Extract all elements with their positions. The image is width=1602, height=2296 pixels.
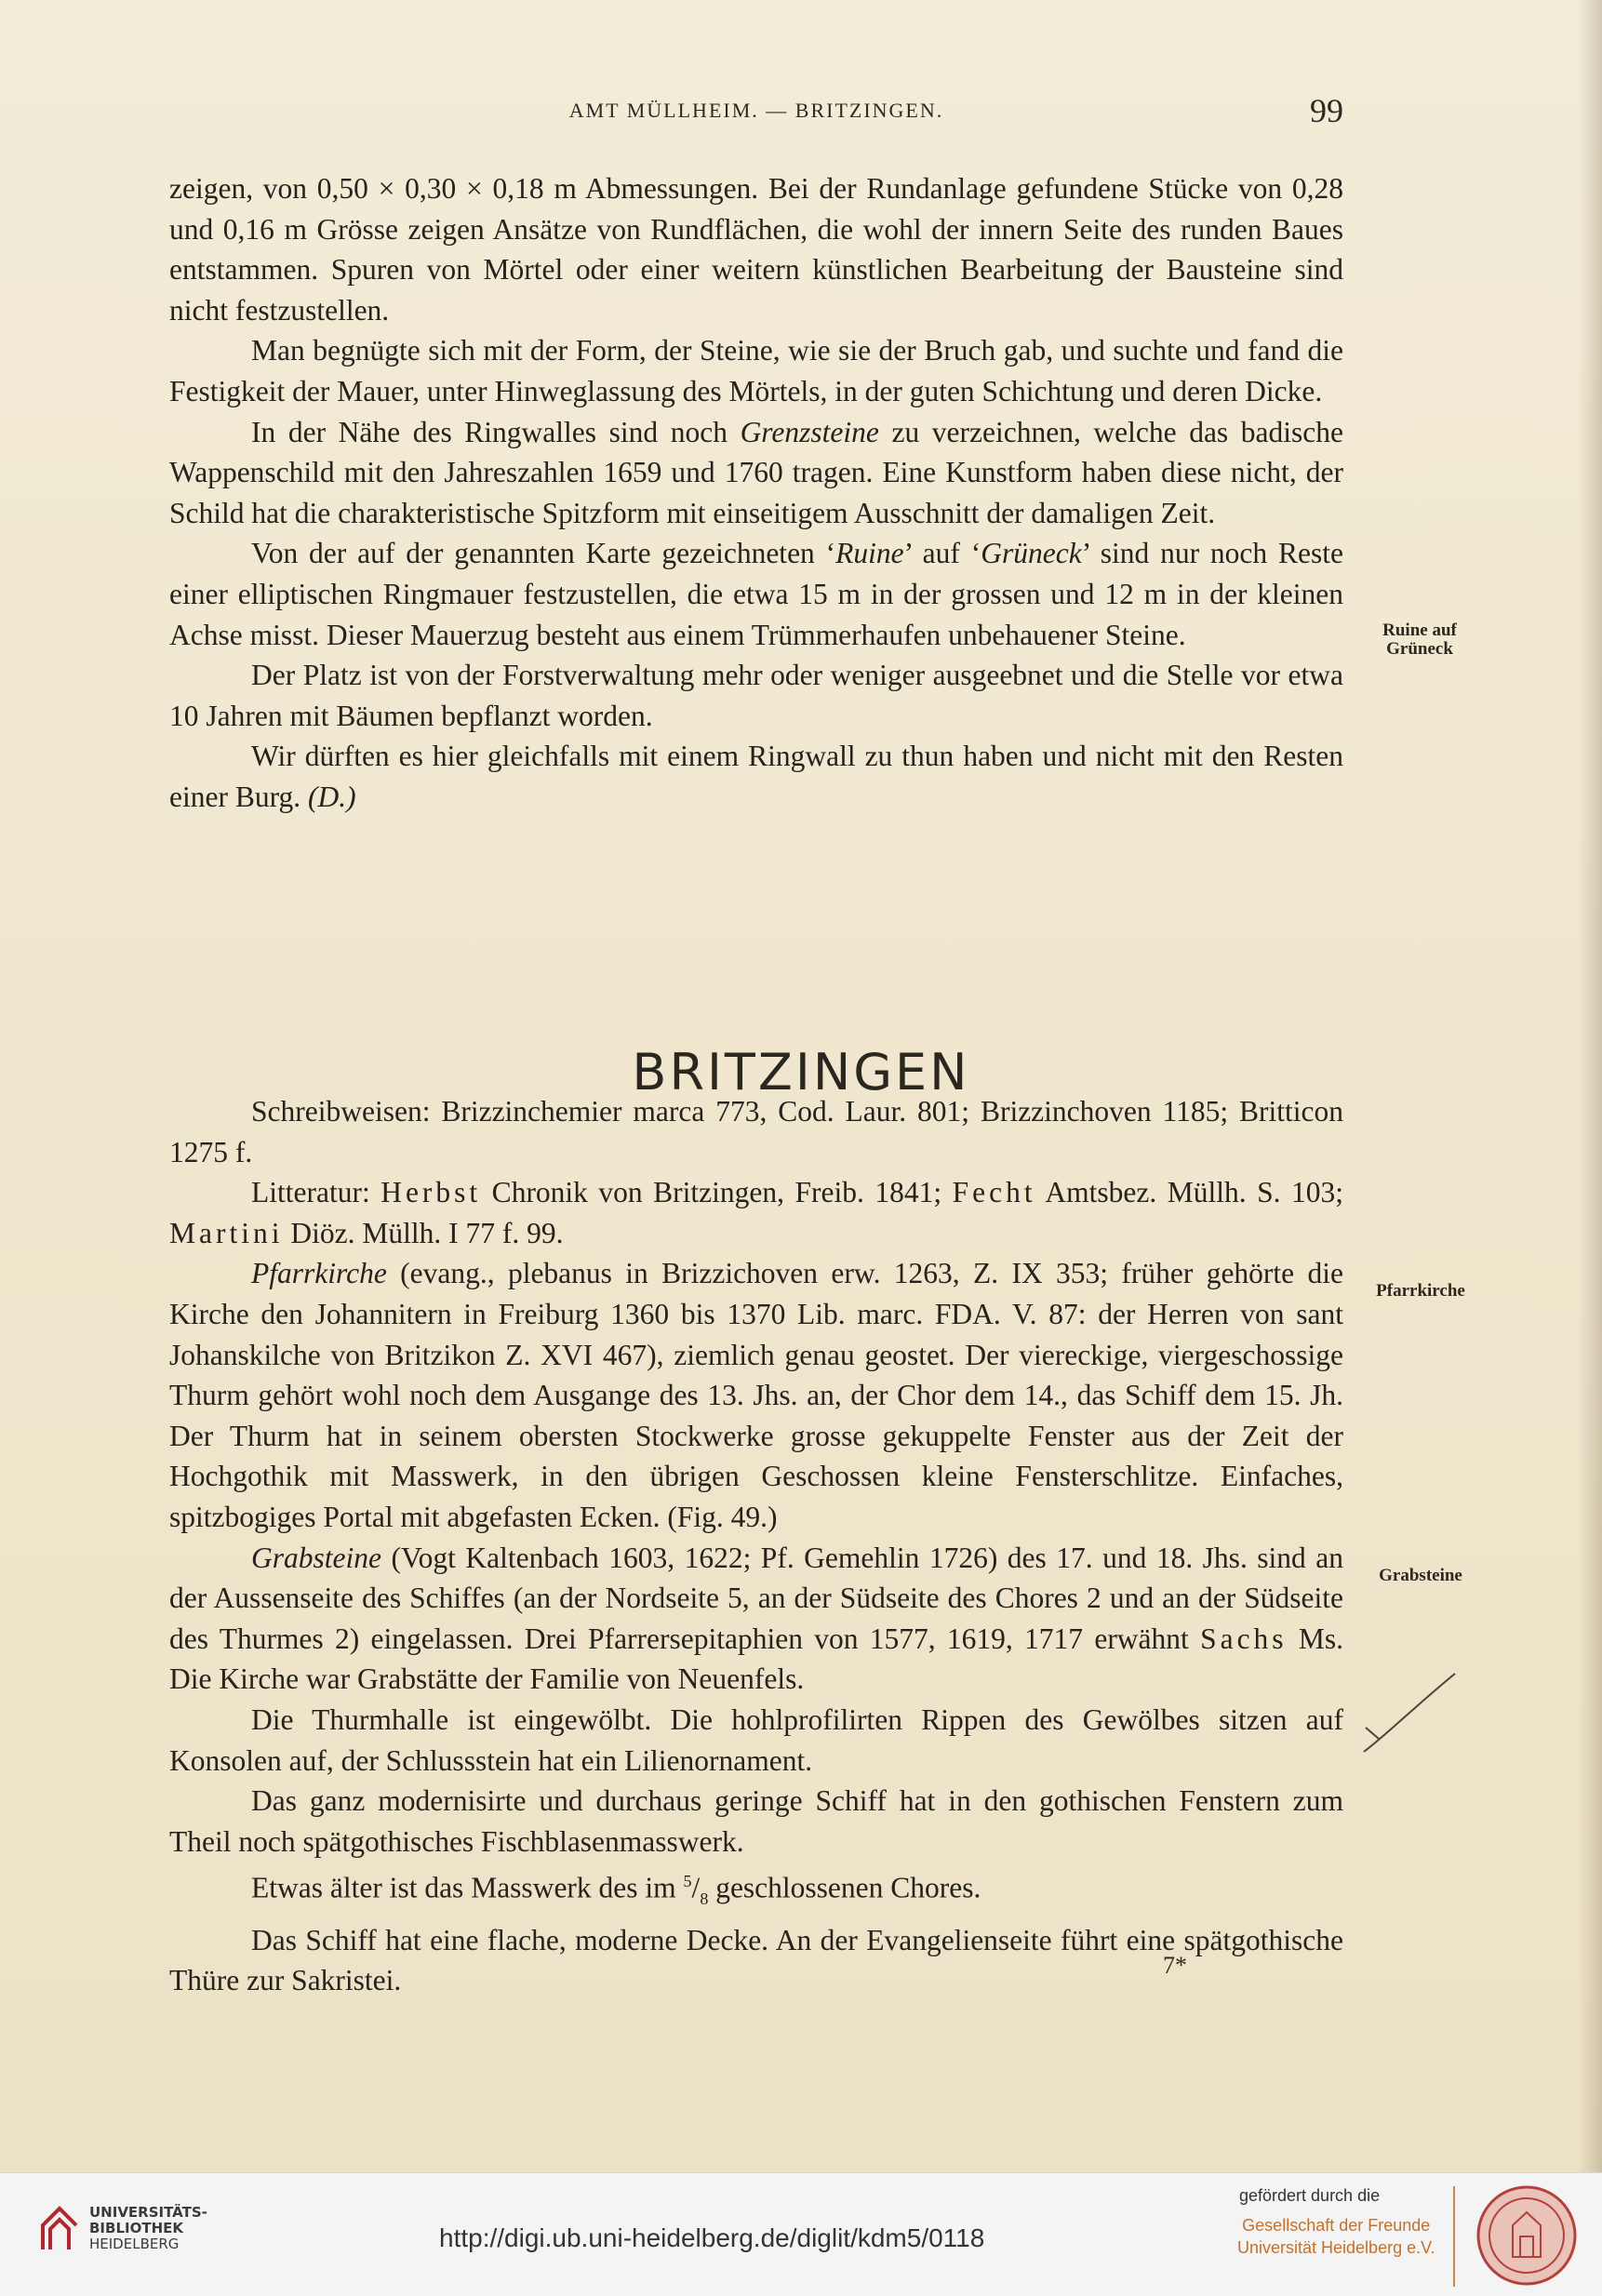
permalink-url[interactable]: http://digi.ub.uni-heidelberg.de/diglit/kdm5/0118 <box>439 2223 985 2252</box>
university-seal-icon <box>1475 2184 1578 2287</box>
section-title: BRITZINGEN <box>632 1043 970 1102</box>
paragraph: In der Nähe des Ringwalles sind noch Grenzsteine zu verzeichnen, welche das badische Wappenschild mit den Jahreszahlen 1659 und 1760 tragen. Eine Kunstform haben diese nicht, der Schild hat die charakteristische Spitzform mit einseitigem Ausschnitt der damaligen Zeit. <box>169 415 1343 529</box>
paragraph: zeigen, von 0,50 × 0,30 × 0,18 m Abmessungen. Bei der Rundanlage gefundene Stücke von 0,28 und 0,16 m Grösse zeigen Ansätze von Rundflächen, die wohl der innern Seite des runden Baues entstammen. Spuren von Mörtel oder einer weitern künstlichen Bearbeitung der Bausteine sind nicht festzustellen. <box>169 172 1343 327</box>
text-section-britzingen <box>169 1091 1343 2001</box>
emphasis-pfarrkirche: Pfarrkirche <box>251 1257 387 1290</box>
paragraph: Grabsteine (Vogt Kaltenbach 1603, 1622; Pf. Gemehlin 1726) des 17. und 18. Jhs. sind an der Aussenseite des Schiffes (an der Nordseite 5, an der Südseite des Chores 2 und an der Südseite des Thurmes 2) eingelassen. Drei Pfarrersepitaphien von 1577, 1619, 1717 erwähnt Sachs Ms. Die Kirche war Grabstätte der Familie von Neuenfels. <box>169 1541 1343 1696</box>
fraction-denominator: 8 <box>700 1889 709 1909</box>
margin-note-grabsteine: Grabsteine <box>1379 1566 1462 1585</box>
fraction-numerator: 5 <box>683 1872 692 1891</box>
paragraph: Litteratur: Herbst Chronik von Britzingen, Freib. 1841; Fecht Amtsbez. Müllh. S. 103; Martini Diöz. Müllh. I 77 f. 99. <box>169 1176 1343 1249</box>
author-name: Martini <box>169 1216 284 1249</box>
paragraph: Die Thurmhalle ist eingewölbt. Die hohlprofilirten Rippen des Gewölbes sitzen auf Konsolen auf, der Schlussstein hat ein Lilienornament. <box>169 1702 1343 1777</box>
sponsor-intro: gefördert durch die <box>1239 2186 1381 2205</box>
sponsor-name[interactable]: Gesellschaft der Freunde Universität Heidelberg e.V. <box>1237 2216 1435 2257</box>
ub-heidelberg-logo-icon <box>39 2205 80 2253</box>
emphasis-ruine: Ruine <box>835 537 904 570</box>
signature-mark: 7* <box>1163 1952 1187 1979</box>
emphasis-grabsteine: Grabsteine <box>251 1541 381 1574</box>
running-head: AMT MÜLLHEIM. — BRITZINGEN. <box>568 99 944 122</box>
margin-note-ruine: Ruine auf Grüneck <box>1382 621 1457 659</box>
paragraph: Etwas älter ist das Masswerk des im $^5/_8$ geschlossenen Chores. <box>251 1871 981 1909</box>
paragraph: Man begnügte sich mit der Form, der Steine, wie sie der Bruch gab, und suchte und fand die Festigkeit der Mauer, unter Hinweglassung des Mörtels, in der guten Schichtung und deren Dicke. <box>169 334 1343 407</box>
footer-divider <box>1453 2186 1455 2287</box>
viewer-footer <box>0 2172 1602 2296</box>
page-header <box>169 92 1343 132</box>
author-name: Sachs <box>1200 1622 1288 1655</box>
text-section-ringwall <box>169 168 1343 818</box>
paragraph: Von der auf der genannten Karte gezeichneten ‘Ruine’ auf ‘Grüneck’ sind nur noch Reste einer elliptischen Ringmauer festzustellen, die etwa 15 m in der grossen und 12 m in der kleinen Achse misst. Dieser Mauerzug besteht aus einem Trümmerhaufen unbehauener Steine. <box>169 537 1343 651</box>
emphasis-grenzsteine: Grenzsteine <box>740 415 879 448</box>
paragraph: Wir dürften es hier gleichfalls mit einem Ringwall zu thun haben und nicht mit den Resten einer Burg. (D.) <box>169 740 1343 813</box>
paragraph: Das ganz modernisirte und durchaus geringe Schiff hat in den gothischen Fenstern zum Theil noch spätgothisches Fischblasenmasswerk. <box>169 1784 1343 1858</box>
margin-note-pfarrkirche: Pfarrkirche <box>1376 1281 1465 1301</box>
emphasis-grueneck: Grüneck <box>981 537 1082 570</box>
paragraph: Schreibweisen: Brizzinchemier marca 773, Cod. Laur. 801; Brizzinchoven 1185; Britticon 1275 f. <box>169 1095 1343 1168</box>
pencil-mark-icon <box>1358 1670 1461 1754</box>
paragraph: Das Schiff hat eine flache, moderne Decke. An der Evangelienseite führt eine spätgothische Thüre zur Sakristei. <box>169 1923 1343 1997</box>
author-name: Herbst <box>380 1176 482 1209</box>
paragraph: Der Platz ist von der Forstverwaltung mehr oder weniger ausgeebnet und die Stelle vor etwa 10 Jahren mit Bäumen bepflanzt worden. <box>169 659 1343 732</box>
page-number: 99 <box>1310 92 1343 129</box>
author-name: Fecht <box>952 1176 1036 1209</box>
author-signature: (D.) <box>308 780 356 813</box>
library-name: UNIVERSITÄTS- BIBLIOTHEK HEIDELBERG <box>89 2204 207 2252</box>
paragraph: Pfarrkirche (evang., plebanus in Brizzichoven erw. 1263, Z. IX 353; früher gehörte die Kirche den Johannitern in Freiburg 1360 bis 1370 Lib. marc. FDA. V. 87: der Herren von sant Johanskilche von Britzikon Z. XVI 467), ziemlich genau geostet. Der viereckige, viergeschossige Thurm gehört wohl noch dem Ausgange des 13. Jhs. an, der Chor dem 14., das Schiff dem 15. Jh. Der Thurm hat in seinem obersten Stockwerke grosse gekuppelte Fenster aus der Zeit der Hochgothik mit Masswerk, in den übrigen Geschossen kleine Fensterschlitze. Einfaches, spitzbogiges Portal mit abgefasten Ecken. (Fig. 49.) <box>169 1257 1343 1533</box>
